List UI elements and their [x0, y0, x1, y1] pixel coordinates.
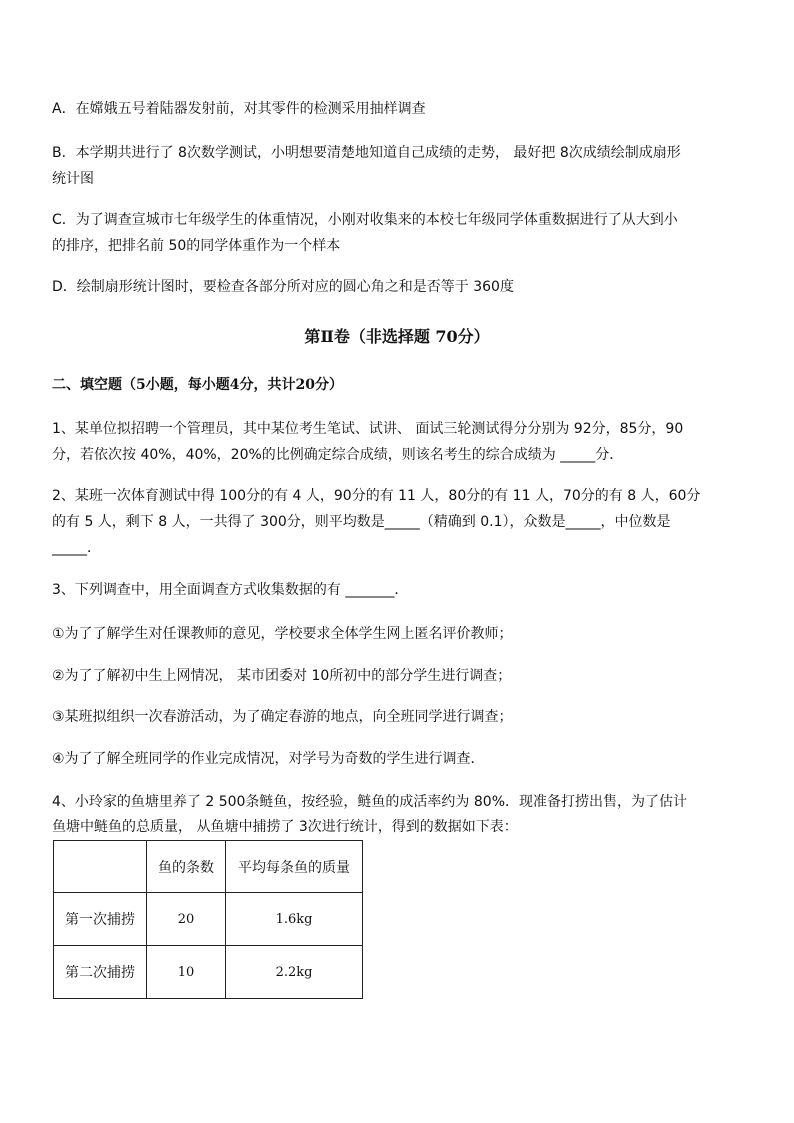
- table-header-cell: 平均每条鱼的质量: [226, 841, 363, 893]
- question-1-line1: 1、某单位拟招聘一个管理员，其中某位考生笔试、试讲、 面试三轮测试得分分别为 92分，85分，90: [52, 421, 684, 437]
- choice-d: D．绘制扇形统计图时，要检查各部分所对应的圆心角之和是否等于 360度: [52, 279, 514, 295]
- table-row: [54, 893, 363, 946]
- choice-b-line1: B．本学期共进行了 8次数学测试，小明想要清楚地知道自己成绩的走势， 最好把 8次成绩绘制成扇形: [52, 145, 681, 161]
- choice-c-line2: 的排序，把排名前 50的同学体重作为一个样本: [52, 238, 341, 254]
- question-3-option1: ①为了了解学生对任课教师的意见，学校要求全体学生网上匿名评价教师；: [52, 626, 513, 642]
- choice-a: A．在嫦娥五号着陆器发射前，对其零件的检测采用抽样调查: [52, 101, 426, 117]
- choice-b-line2: 统计图: [52, 171, 94, 187]
- fish-data-table: [53, 840, 363, 999]
- choice-c-line1: C．为了调查宣城市七年级学生的体重情况，小刚对收集来的本校七年级同学体重数据进行了从大到小: [52, 212, 678, 228]
- question-4-line2: 鱼塘中鲢鱼的总质量， 从鱼塘中捕捞了 3次进行统计，得到的数据如下表：: [52, 819, 518, 835]
- table-header-cell: 鱼的条数: [147, 841, 226, 893]
- question-3-option4: ④为了了解全班同学的作业完成情况，对学号为奇数的学生进行调查．: [52, 751, 485, 767]
- table-cell: 20: [147, 893, 226, 946]
- question-2-line1: 2、某班一次体育测试中得 100分的有 4 人，90分的有 11 人，80分的有 11 人，70分的有 8 人，60分: [52, 488, 701, 504]
- table-cell: 第一次捕捞: [54, 893, 147, 946]
- section-subtitle: 二、填空题（5小题，每小题4分，共计20分）: [52, 377, 343, 393]
- table-header-cell: [54, 841, 147, 893]
- table-cell: 1.6kg: [226, 893, 363, 946]
- question-3-line1: 3、下列调查中，用全面调查方式收集数据的有 _______．: [52, 582, 409, 598]
- question-2-line3: _____．: [52, 540, 101, 556]
- question-2-line2: 的有 5 人，剩下 8 人，一共得了 300分，则平均数是_____（精确到 0.1），众数是_____，中位数是: [52, 514, 671, 530]
- question-4-line1: 4、小玲家的鱼塘里养了 2 500条鲢鱼，按经验，鲢鱼的成活率约为 80%．现准备打捞出售，为了估计: [52, 794, 688, 810]
- question-3-option2: ②为了了解初中生上网情况， 某市团委对 10所初中的部分学生进行调查；: [52, 668, 512, 684]
- table-cell: 第二次捕捞: [54, 946, 147, 999]
- table-cell: 2.2kg: [226, 946, 363, 999]
- table-header-row: [54, 841, 363, 893]
- question-1-line2: 分，若依次按 40%，40%，20%的比例确定综合成绩，则该名考生的综合成绩为 _____分．: [52, 447, 624, 463]
- table-cell: 10: [147, 946, 226, 999]
- section-title: 第Ⅱ卷（非选择题 70分）: [304, 327, 490, 346]
- table-row: [54, 946, 363, 999]
- question-3-option3: ③某班拟组织一次春游活动，为了确定春游的地点，向全班同学进行调查；: [52, 709, 513, 725]
